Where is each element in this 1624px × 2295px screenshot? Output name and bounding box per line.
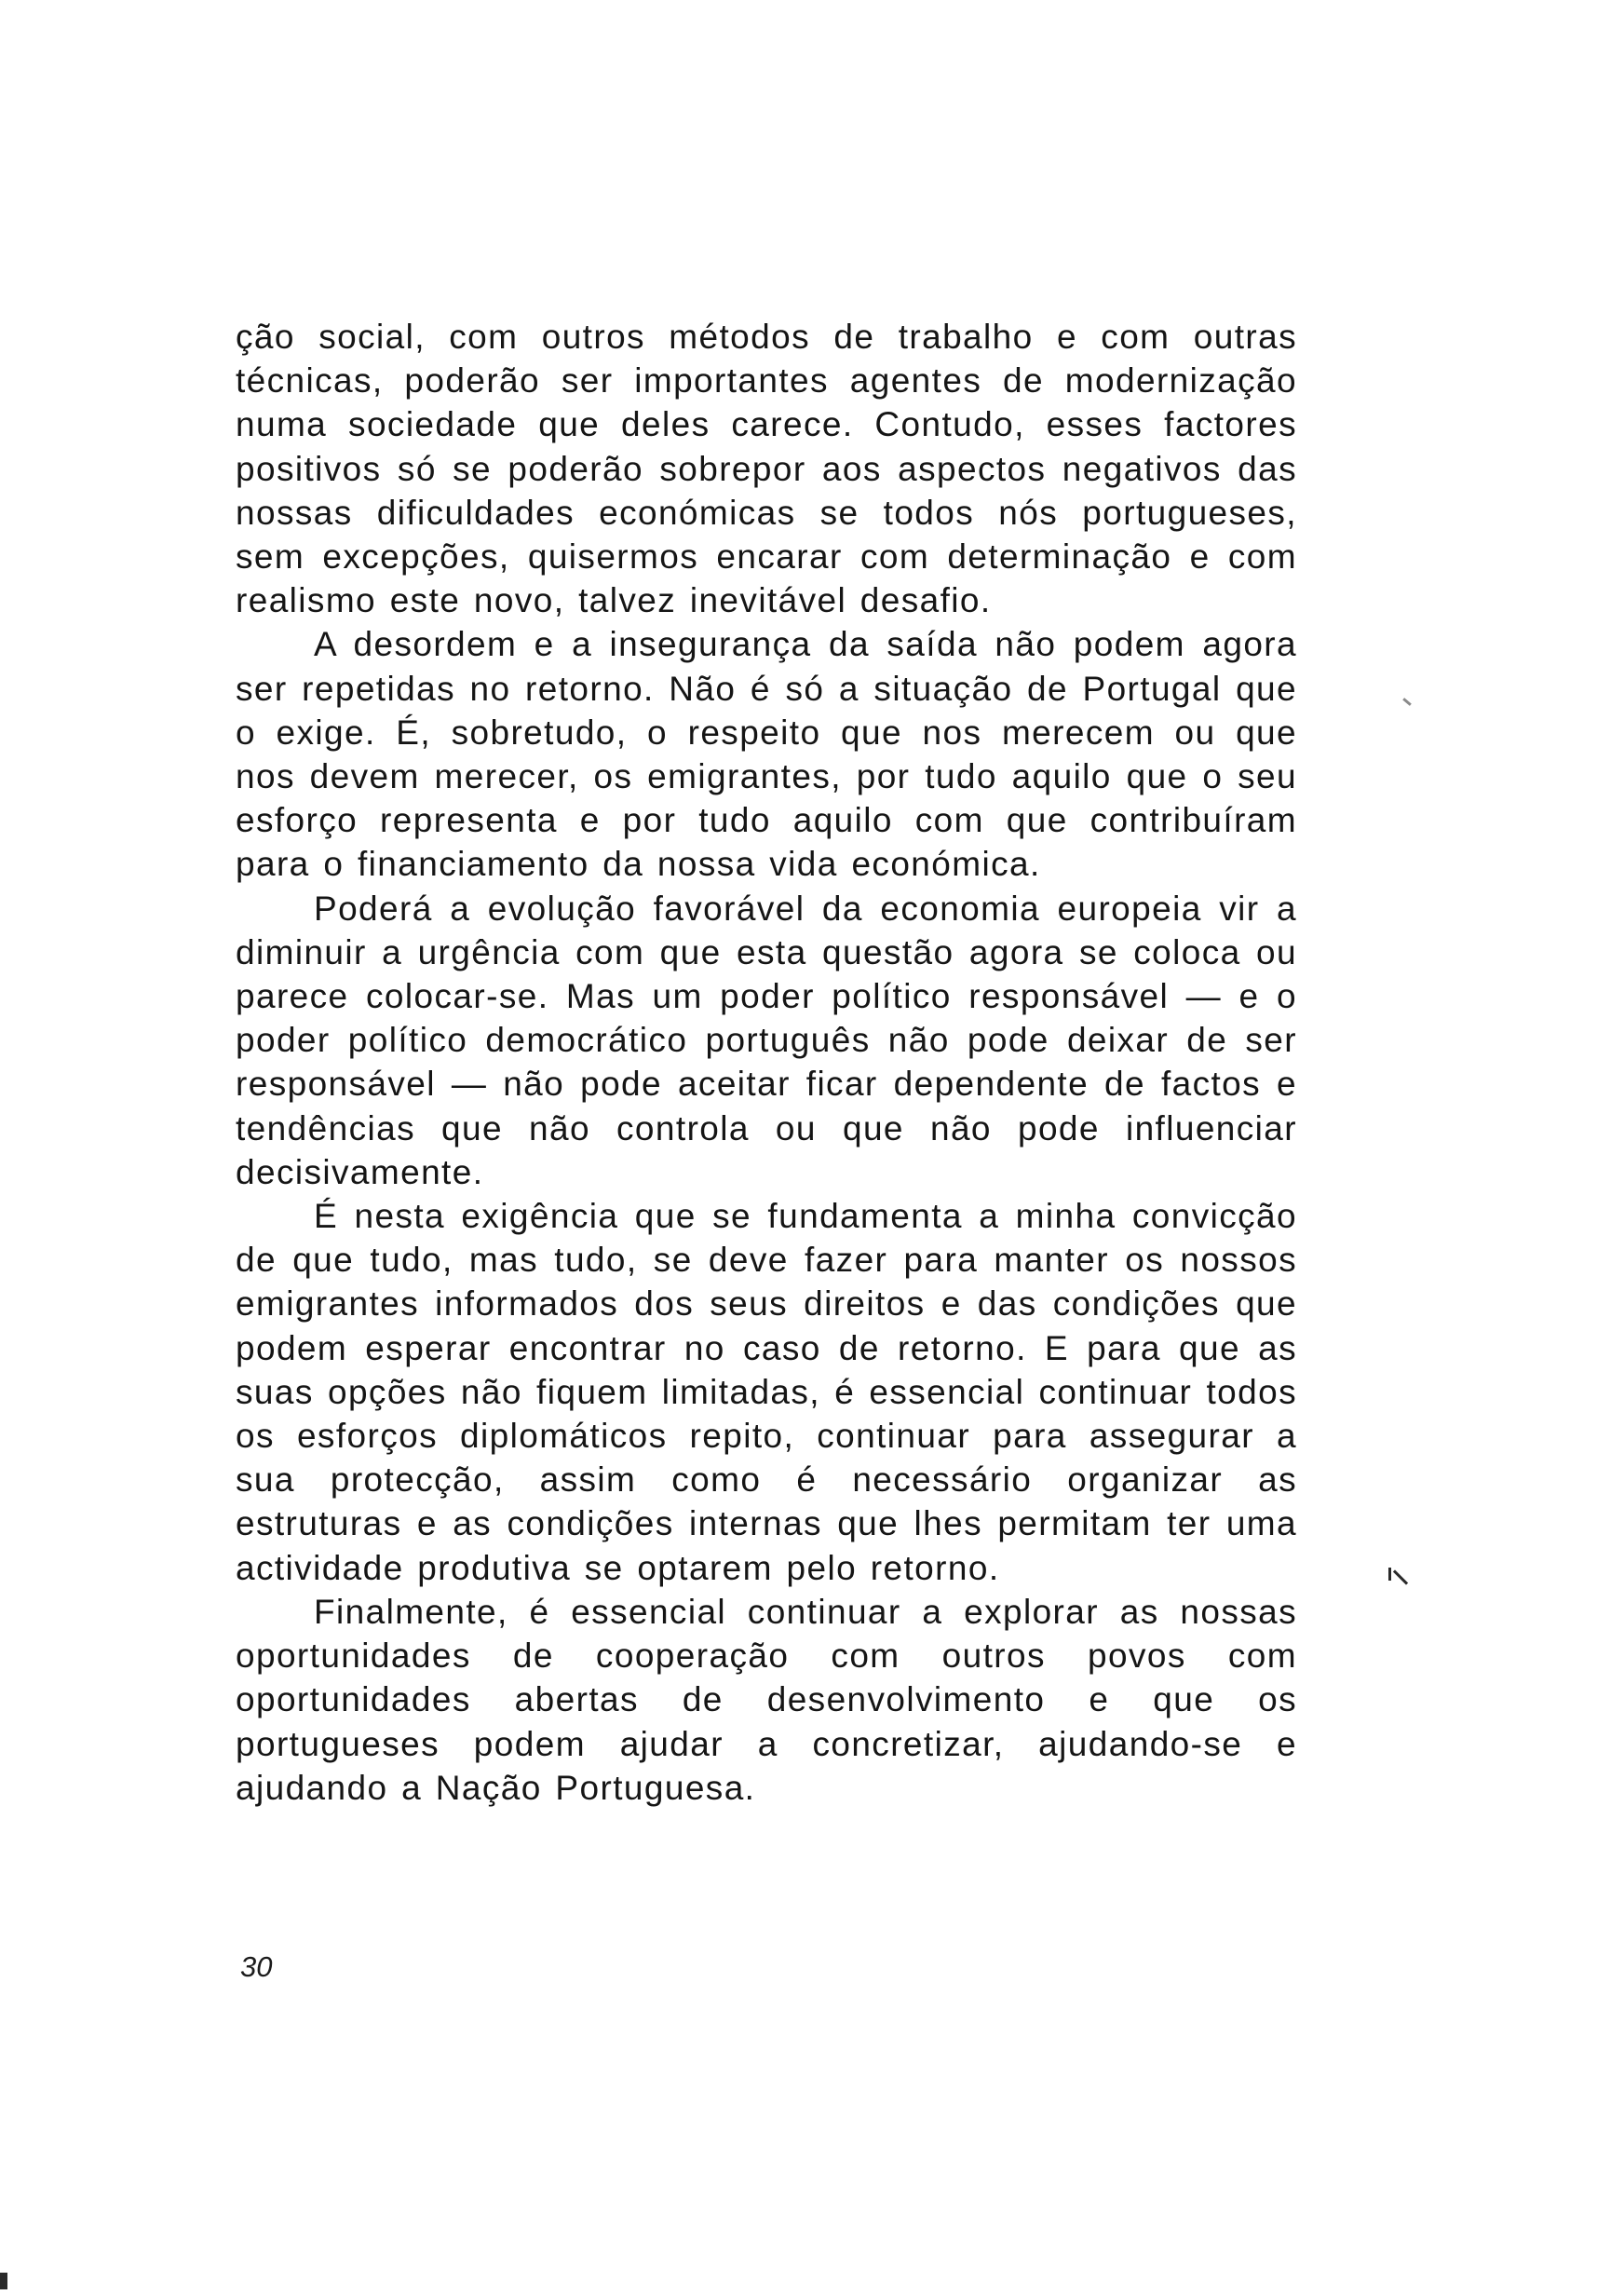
scan-mark	[0, 2273, 7, 2289]
paragraph-3: Poderá a evolução favorável da economia europeia vir a diminuir a urgência com que esta questão agora se coloca ou parece colocar-se. Mas um poder político responsável — e o poder político democrático português não pode deixar de ser responsável — não pode aceitar ficar dependente de factos e tendências que não controla ou que não pode influenciar decisivamente.	[236, 889, 1297, 1191]
paragraph-2: A desordem e a insegurança da saída não podem agora ser repetidas no retorno. Não é só a situação de Portugal que o exige. É, sobretudo, o respeito que nos merecem ou que nos devem merecer, os emigrantes, por tudo aquilo que o seu esforço representa e por tudo aquilo com que contribuíram para o financiamento da nossa vida económica.	[236, 625, 1297, 884]
scan-mark	[1388, 1568, 1391, 1581]
page-number: 30	[240, 1950, 273, 1983]
body-text	[236, 315, 1297, 1810]
paragraph-1: ção social, com outros métodos de trabalho e com outras técnicas, poderão ser importantes agentes de modernização numa sociedade que deles carece. Contudo, esses factores positivos só se poderão sobrepor aos aspectos negativos das nossas dificuldades económicas se todos nós portugueses, sem excepções, quisermos encarar com determinação e com realismo este novo, talvez inevitável desafio.	[236, 318, 1297, 620]
paragraph-4: É nesta exigência que se fundamenta a minha convicção de que tudo, mas tudo, se deve fazer para manter os nossos emigrantes informados dos seus direitos e das condições que podem esperar encontrar no caso de retorno. E para que as suas opções não fiquem limitadas, é essencial continuar todos os esforços diplomáticos repito, continuar para assegurar a sua protecção, assim como é necessário organizar as estruturas e as condições internas que lhes permitam ter uma actividade produtiva se optarem pelo retorno.	[236, 1197, 1297, 1587]
scan-mark	[1393, 1569, 1408, 1584]
scan-mark	[1402, 698, 1412, 706]
paragraph-5: Finalmente, é essencial continuar a explorar as nossas oportunidades de cooperação com outros povos com oportunidades abertas de desenvolvimento e que os portugueses podem ajudar a concretizar, ajudando-se e ajudando a Nação Portuguesa.	[236, 1592, 1297, 1807]
